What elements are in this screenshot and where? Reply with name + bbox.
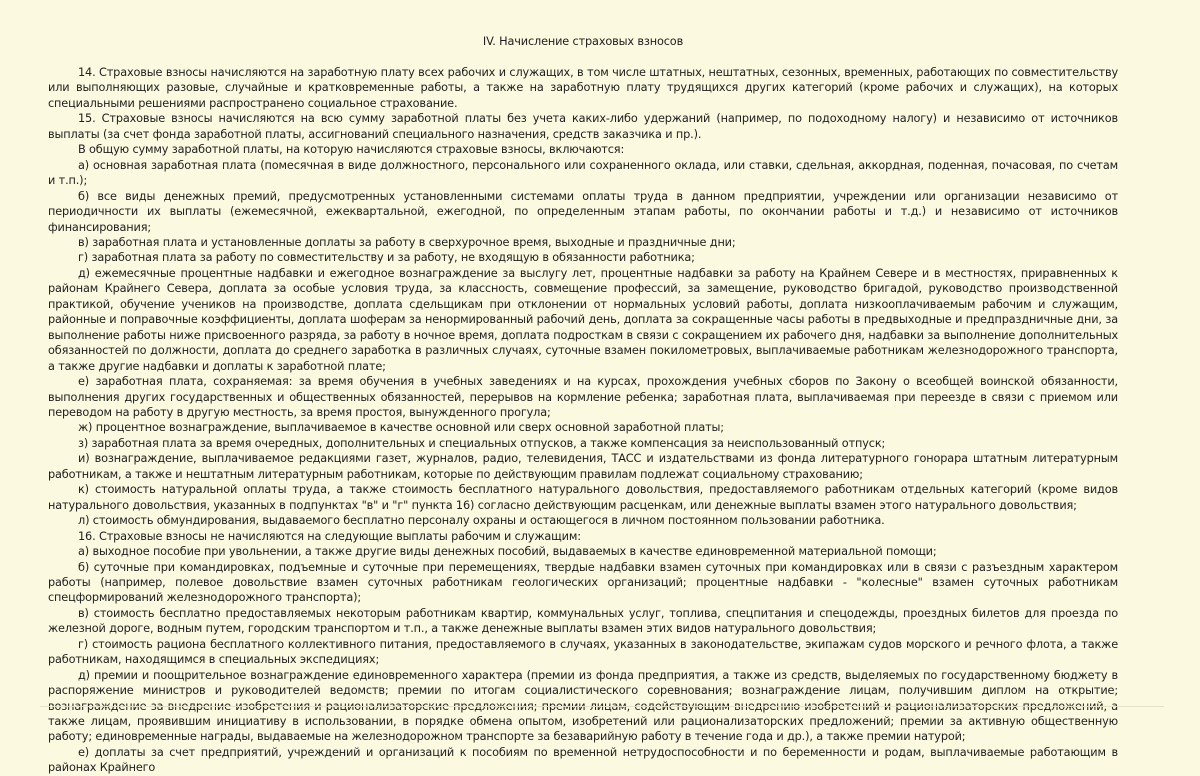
document-paragraph: з) заработная плата за время очередных, дополнительных и специальных отпусков, а также компенсация за неиспользованный отпуск; [78,436,886,450]
document-paragraph: 15. Страховые взносы начисляются на всю сумму заработной платы без учета каких-либо удержаний (например, по подоходному налогу) и независимо от источников выплаты (за счет фонда заработной платы, ассигнований специального назначения, средств заказчика и пр.). [48,112,1118,141]
document-paragraph: а) основная заработная плата (помесячная в виде должностного, персонального или сохраненного оклада, или ставки, сдельная, аккордная, поденная, почасовая, по счетам и т.п.); [48,158,1118,188]
document-paragraph: и) вознаграждение, выплачиваемое редакциями газет, журналов, радио, телевидения, ТАСС и издательствами из фонда литературного гонорара штатным литературным работникам, а также и нештатным литературным работникам, которые по действующим правилам подлежат социальному страхованию; [48,452,1118,481]
document-paragraph: в) заработная плата и установленные доплаты за работу в сверхурочное время, выходные и праздничные дни; [78,235,736,249]
document-paragraph: б) суточные при командировках, подъемные и суточные при перемещениях, твердые надбавки взамен суточных при командировках или в связи с разъездным характером работы (например, полевое довольствие взамен суточных работникам геологических организаций; процентные надбавки - "колесные" взамен суточных работникам спецформирований железнодорожного транспорта); [48,560,1118,605]
document-paragraph: к) стоимость натуральной оплаты труда, а также стоимость бесплатного натурального довольствия, предоставляемого работникам отдельных категорий (кроме видов натурального довольствия, указанных в подпунктах "в" и "г" пункта 16) согласно действующим расценкам, или денежные выплаты взамен этого натурального довольствия; [48,483,1118,512]
document-paragraph: д) премии и поощрительное вознаграждение единовременного характера (премии из фонда предприятия, а также из средств, выделяемых по государственному бюджету в распоряжение министров и руководителей ведомств; премии по итогам социалистического соревнования; вознаграждение лицам, получившим диплом на открытие; вознаграждение за внедрение изобретения и рационализаторские предложения; премии лицам, содействующим внедрению изобретений и рационализаторских предложений, а также лицам, проявившим инициативу в использовании, в порядке обмена опытом, изобретений или рационализаторских предложений; премии за активную общественную работу; единовременные награды, выдаваемые на железнодорожном транспорте за безаварийную работу в течение года и др.), а также премии натурой; [48,668,1118,744]
paragraph-list [48,65,1118,776]
page-bottom-divider [40,706,1164,707]
document-paragraph: л) стоимость обмундирования, выдаваемого бесплатно персоналу охраны и остающегося в личном постоянном пользовании работника. [78,514,885,528]
document-paragraph: г) заработная плата за работу по совместительству и за работу, не входящую в обязанности работника; [78,251,695,265]
document-paragraph: д) ежемесячные процентные надбавки и ежегодное вознаграждение за выслугу лет, процентные надбавки за работу на Крайнем Севере и в местностях, приравненных к районам Крайнего Севера, доплата за особые условия труда, за классность, совмещение профессий, за замещение, руководство бригадой, руководство производственной практикой, обучение учеников на производстве, доплата сдельщикам при отклонении от нормальных условий работы, доплата низкооплачиваемым рабочим и служащим, районные и поправочные коэффициенты, доплата шоферам за ненормированный рабочий день, доплата за сокращенные часы работы в предвыходные и предпраздничные дни, за выполнение работы ниже присвоенного разряда, за работу в ночное время, доплата подросткам в связи с сокращением их рабочего дня, надбавки за выполнение дополнительных обязанностей по должности, доплата до среднего заработка в различных случаях, суточные взамен покилометровых, выплачиваемые работникам железнодорожного транспорта, а также другие надбавки и доплаты к заработной плате; [48,266,1118,373]
document-paragraph: а) выходное пособие при увольнении, а также другие виды денежных пособий, выдаваемых в качестве единовременной материальной помощи; [78,545,937,559]
document-paragraph: в) стоимость бесплатно предоставляемых некоторым работникам квартир, коммунальных услуг, топлива, спецпитания и спецодежды, проездных билетов для проезда по железной дороге, водным путем, городским транспортом и т.п., а также денежные выплаты взамен этих видов натурального довольствия; [48,606,1118,636]
document-paragraph: В общую сумму заработной платы, на которую начисляются страховые взносы, включаются: [78,143,625,157]
document-body [48,34,1118,776]
document-paragraph: ж) процентное вознаграждение, выплачиваемое в качестве основной или сверх основной заработной платы; [78,421,724,435]
document-paragraph: 16. Страховые взносы не начисляются на следующие выплаты рабочим и служащим: [78,529,581,543]
document-paragraph: 14. Страховые взносы начисляются на заработную плату всех рабочих и служащих, в том числе штатных, нештатных, сезонных, временных, работающих по совместительству или выполняющих разовые, случайные и кратковременные работы, а также на заработную плату трудящихся других категорий (кроме рабочих и служащих), на которых специальными решениями распространено социальное страхование. [48,66,1118,110]
document-paragraph: г) стоимость рациона бесплатного коллективного питания, предоставляемого в случаях, указанных в законодательстве, экипажам судов морского и речного флота, а также работникам, находящимся в специальных экспедициях; [48,637,1118,667]
document-paragraph: е) доплаты за счет предприятий, учреждений и организаций к пособиям по временной нетрудоспособности и по беременности и родам, выплачиваемые работающим в районах Крайнего [48,745,1118,775]
document-paragraph: е) заработная плата, сохраняемая: за время обучения в учебных заведениях и на курсах, прохождения учебных сборов по Закону о всеобщей воинской обязанности, выполнения других государственных и общественных обязанностей, перерывов на кормление ребенка; заработная плата, выплачиваемая при переезде в связи с приемом или переводом на работу в другую местность, за время простоя, вынужденного прогула; [48,375,1118,419]
document-paragraph: б) все виды денежных премий, предусмотренных установленными системами оплаты труда в данном предприятии, учреждении или организации независимо от периодичности их выплаты (ежемесячной, ежеквартальной, ежегодной, по определенным этапам работы, по окончании работы и т.д.) и независимо от источников финансирования; [48,189,1118,234]
section-title: IV. Начисление страховых взносов [482,35,684,48]
